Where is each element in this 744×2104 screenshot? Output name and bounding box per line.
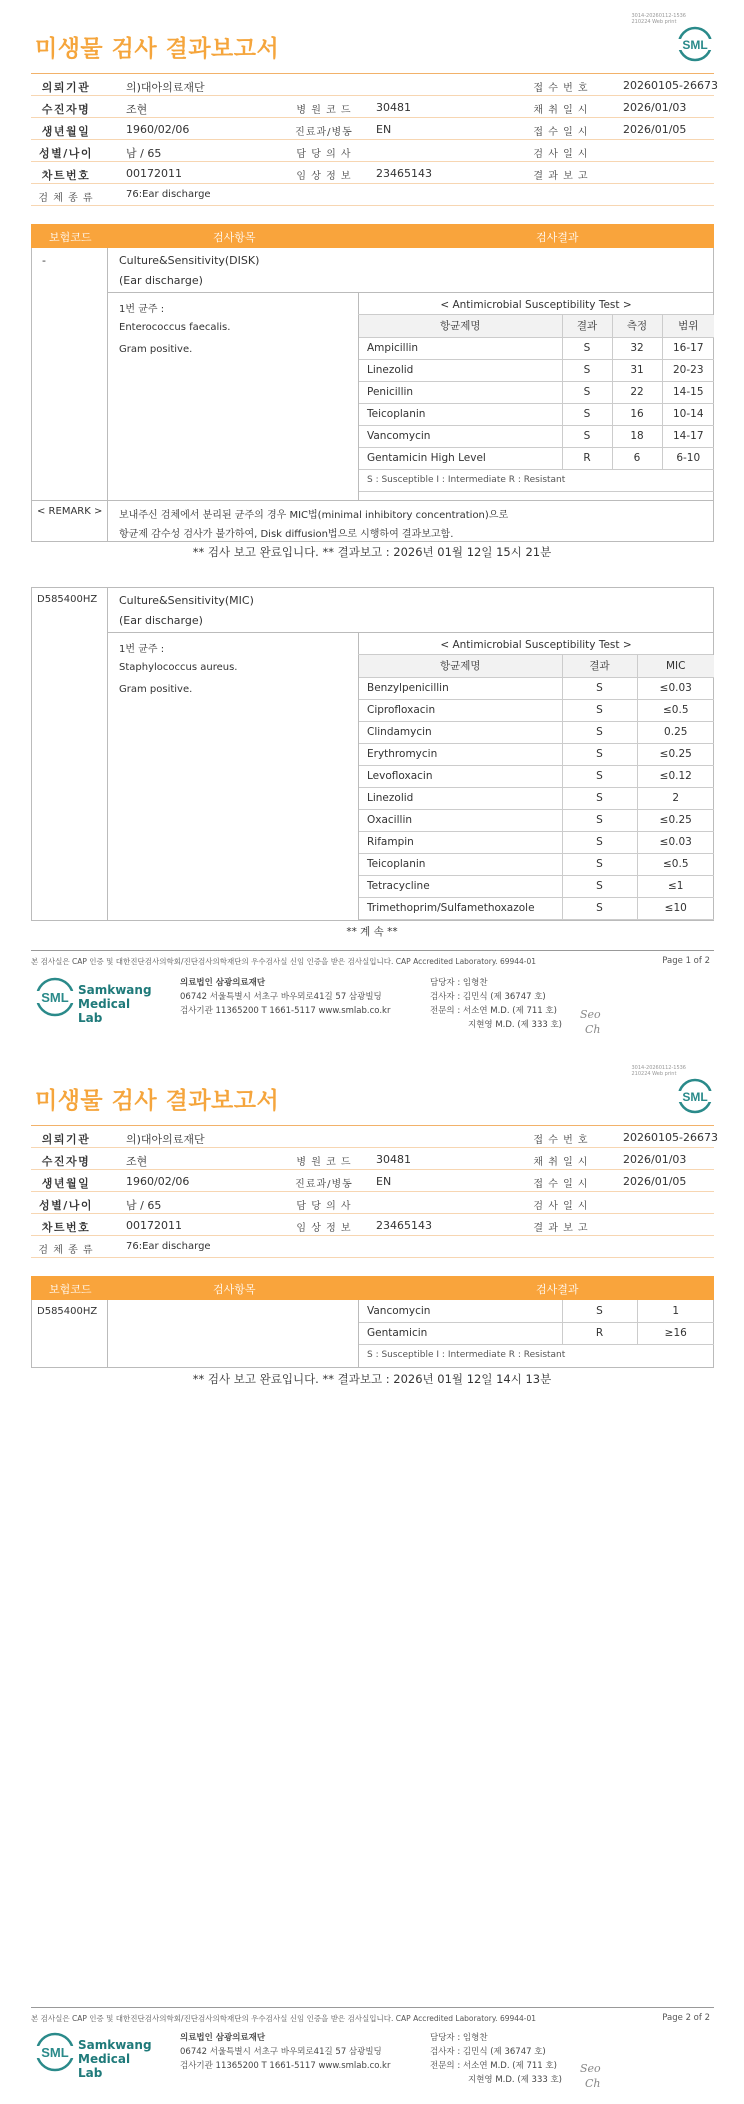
table-row (359, 787, 714, 809)
col-result: 결과 (562, 315, 612, 337)
table-row (359, 337, 714, 359)
samkwang-logo (35, 975, 155, 1025)
cell-mic: ≤0.5 (637, 699, 714, 721)
cell-agent: Gentamicin High Level (359, 447, 562, 469)
value-institution: 의)대아의료재단 (126, 1133, 205, 1146)
label-specimen: 검 체 종 류 (38, 1245, 94, 1256)
label-receipt-no: 접 수 번 호 (533, 83, 589, 94)
value-manager: 임형찬 (462, 2033, 488, 2043)
cell-agent: Vancomycin (359, 425, 562, 447)
label-collect-date: 채 취 일 시 (533, 1157, 589, 1168)
divider (107, 292, 713, 293)
p2-completion-note: ** 검사 보고 완료입니다. ** 결과보고 : 2026년 01월 12일 14시 13분 (192, 1372, 552, 1386)
p2-ast-table (359, 1300, 714, 1366)
print-stamp (631, 13, 686, 25)
cell-result: S (562, 381, 612, 403)
cell-result: S (562, 875, 637, 897)
value-receipt-no: 20260105-26673 (623, 79, 718, 92)
label-receipt-date: 접 수 일 시 (533, 1179, 589, 1190)
cell-mic: ≥16 (637, 1322, 714, 1344)
mic-result-block (31, 587, 714, 921)
cell-measure: 18 (612, 425, 662, 447)
print-stamp (631, 1065, 686, 1077)
mic-ast-table (359, 655, 714, 920)
value-chart: 00172011 (126, 1219, 182, 1232)
col-agent: 항균제명 (359, 655, 562, 677)
p2-legend: S : Susceptible I : Intermediate R : Resistant (367, 1350, 566, 1361)
divider (107, 1300, 108, 1367)
cell-result: S (562, 809, 637, 831)
cell-agent: Erythromycin (359, 743, 562, 765)
cell-mic: ≤1 (637, 875, 714, 897)
value-hospital-code: 30481 (376, 1153, 411, 1166)
stamp-line-2: 210224 Web print (631, 1071, 677, 1077)
disk-ast-table (359, 315, 714, 492)
label-receipt-no: 접 수 번 호 (533, 1135, 589, 1146)
value-hospital-code: 30481 (376, 101, 411, 114)
page-title: 미생물 검사 결과보고서 (35, 36, 280, 62)
disk-organism: Enterococcus faecalis. (119, 322, 231, 333)
value-tester: 김민식 (제 36747 호) (462, 2047, 546, 2057)
label-doctor: 담 당 의 사 (296, 149, 352, 160)
cell-agent: Linezolid (359, 787, 562, 809)
value-sex-age: 남 / 65 (126, 1199, 162, 1212)
cell-agent: Penicillin (359, 381, 562, 403)
logo-text: SML (682, 38, 708, 52)
label-specimen: 검 체 종 류 (38, 193, 94, 204)
cell-mic: 1 (637, 1300, 714, 1322)
table-row (359, 381, 714, 403)
col-result: 결과 (562, 655, 637, 677)
cell-agent: Trimethoprim/Sulfamethoxazole (359, 897, 562, 919)
mic-isolate-label: 1번 균주 : (119, 644, 165, 655)
table-row (359, 359, 714, 381)
cell-agent: Clindamycin (359, 721, 562, 743)
value-specimen: 76:Ear discharge (126, 1241, 211, 1252)
sml-mark-icon (35, 2030, 79, 2074)
footer-divider (31, 950, 714, 951)
cell-result: R (562, 1322, 637, 1344)
sml-logo-icon (676, 1077, 714, 1115)
label-hospital-code: 병 원 코 드 (296, 1157, 352, 1168)
label-specialist: 전문의 : (430, 1006, 461, 1016)
stamp-line-1: 3014-20260112-1536 (631, 13, 686, 19)
table-row (359, 853, 714, 875)
table-row (359, 743, 714, 765)
value-tester: 김민식 (제 36747 호) (462, 992, 546, 1002)
continued-note: ** 계 속 ** (346, 926, 398, 938)
table-row (359, 677, 714, 699)
brand-line-1: Samkwang (78, 2038, 152, 2052)
cell-agent: Oxacillin (359, 809, 562, 831)
value-specialist-1: 서소연 M.D. (제 711 호) (462, 1006, 557, 1016)
footer-staff (430, 2031, 562, 2087)
table-row (359, 1322, 714, 1344)
cell-mic: 2 (637, 787, 714, 809)
patient-info-table (31, 73, 718, 206)
cell-result: S (562, 403, 612, 425)
brand-line-2: Medical Lab (78, 997, 131, 1025)
info-row (31, 1214, 714, 1236)
cell-agent: Teicoplanin (359, 853, 562, 875)
footer-note: 본 검사실은 CAP 인증 및 대한진단검사의학회/진단검사의학재단의 우수검사실 신임 인증을 받은 검사실입니다. CAP Accredited Laboratory. 69944-01 (31, 2014, 537, 2023)
mic-gram: Gram positive. (119, 684, 193, 695)
table-row (359, 403, 714, 425)
disk-isolate-label: 1번 균주 : (119, 304, 165, 315)
header-code: 보험코드 (49, 1283, 92, 1296)
label-receipt-date: 접 수 일 시 (533, 127, 589, 138)
info-row (31, 1170, 714, 1192)
cell-agent: Linezolid (359, 359, 562, 381)
cell-mic: ≤0.03 (637, 831, 714, 853)
disk-ast-title: < Antimicrobial Susceptibility Test > (440, 299, 632, 311)
label-patient: 수진자명 (41, 1155, 91, 1168)
info-row (31, 184, 714, 206)
results-header-band (31, 224, 714, 248)
cell-agent: Teicoplanin (359, 403, 562, 425)
signature-2: Ch (585, 2077, 601, 2090)
cell-measure: 31 (612, 359, 662, 381)
org-name: 의료법인 삼광의료재단 (180, 2033, 266, 2043)
label-institution: 의뢰기관 (41, 1133, 91, 1146)
label-hospital-code: 병 원 코 드 (296, 105, 352, 116)
table-row (359, 897, 714, 919)
stamp-line-2: 210224 Web print (631, 19, 677, 25)
cell-result: S (562, 853, 637, 875)
table-header-row (359, 655, 714, 677)
label-manager: 담당자 : (430, 2033, 461, 2043)
table-row (359, 809, 714, 831)
value-receipt-date: 2026/01/05 (623, 1175, 687, 1188)
label-clinical: 임 상 정 보 (296, 171, 352, 182)
label-tester: 검사자 : (430, 2047, 461, 2057)
divider (107, 588, 108, 920)
cell-result: S (562, 721, 637, 743)
value-specimen: 76:Ear discharge (126, 189, 211, 200)
logo-text: SML (682, 1090, 708, 1104)
cell-mic: ≤0.12 (637, 765, 714, 787)
value-patient: 조현 (126, 1155, 148, 1168)
value-specialist-2: 지현영 M.D. (제 333 호) (468, 1020, 563, 1030)
info-row (31, 118, 714, 140)
disk-gram: Gram positive. (119, 344, 193, 355)
label-birth: 생년월일 (41, 1177, 91, 1190)
divider (32, 500, 713, 501)
header-code: 보험코드 (49, 231, 92, 244)
sml-logo-icon (676, 25, 714, 63)
page-title: 미생물 검사 결과보고서 (35, 1088, 280, 1114)
mic-ast-title: < Antimicrobial Susceptibility Test > (440, 639, 632, 651)
cell-agent: Ampicillin (359, 337, 562, 359)
table-row (359, 831, 714, 853)
label-sex-age: 성별/나이 (38, 147, 94, 160)
table-row (359, 765, 714, 787)
footer-staff (430, 976, 562, 1032)
cell-agent: Vancomycin (359, 1300, 562, 1322)
cell-mic: ≤0.25 (637, 809, 714, 831)
cell-result: S (562, 337, 612, 359)
col-range: 범위 (662, 315, 714, 337)
label-dept: 진료과/병동 (295, 127, 353, 138)
label-chart: 차트번호 (41, 1221, 91, 1234)
col-measure: 측정 (612, 315, 662, 337)
mic-organism: Staphylococcus aureus. (119, 662, 238, 673)
label-institution: 의뢰기관 (41, 81, 91, 94)
info-row (31, 1192, 714, 1214)
table-row (359, 699, 714, 721)
brand-name (78, 2038, 155, 2080)
logo-text: SML (41, 2045, 69, 2060)
col-agent: 항균제명 (359, 315, 562, 337)
label-result-report: 결 과 보 고 (533, 171, 589, 182)
cell-mic: ≤0.5 (637, 853, 714, 875)
legend-row (359, 469, 714, 491)
brand-line-1: Samkwang (78, 983, 152, 997)
mic-code: D585400HZ (37, 594, 98, 605)
cell-range: 16-17 (662, 337, 714, 359)
header-result: 검사결과 (536, 231, 579, 244)
info-row (31, 140, 714, 162)
label-specialist: 전문의 : (430, 2061, 461, 2071)
cell-result: S (562, 699, 637, 721)
cell-result: S (562, 677, 637, 699)
footer-note: 본 검사실은 CAP 인증 및 대한진단검사의학회/진단검사의학재단의 우수검사실 신임 인증을 받은 검사실입니다. CAP Accredited Laboratory. 69944-01 (31, 957, 537, 966)
info-row (31, 74, 718, 96)
header-result: 검사결과 (536, 1283, 579, 1296)
value-receipt-date: 2026/01/05 (623, 123, 687, 136)
org-agency: 검사기관 11365200 T 1661-5117 www.smlab.co.kr (180, 1006, 391, 1016)
label-birth: 생년월일 (41, 125, 91, 138)
cell-result: S (562, 765, 637, 787)
value-specialist-1: 서소연 M.D. (제 711 호) (462, 2061, 557, 2071)
value-birth: 1960/02/06 (126, 123, 190, 136)
org-address: 06742 서울특별시 서초구 바우뫼로41길 57 삼광빌딩 (180, 2047, 382, 2057)
info-row (31, 96, 714, 118)
info-row (31, 1126, 718, 1148)
cell-agent: Tetracycline (359, 875, 562, 897)
value-dept: EN (376, 123, 392, 136)
stamp-line-1: 3014-20260112-1536 (631, 1065, 686, 1071)
signature-1: Seo (580, 2062, 601, 2075)
cell-range: 6-10 (662, 447, 714, 469)
cell-agent: Benzylpenicillin (359, 677, 562, 699)
cell-agent: Ciprofloxacin (359, 699, 562, 721)
label-clinical: 임 상 정 보 (296, 1223, 352, 1234)
footer-divider (31, 2007, 714, 2008)
cell-result: S (562, 897, 637, 919)
label-tester: 검사자 : (430, 992, 461, 1002)
cell-mic: ≤0.03 (637, 677, 714, 699)
divider (107, 632, 713, 633)
table-row (359, 721, 714, 743)
page-number: Page 2 of 2 (662, 2013, 710, 2023)
sml-mark-icon (35, 975, 79, 1019)
cell-measure: 22 (612, 381, 662, 403)
value-patient: 조현 (126, 103, 148, 116)
cell-result: S (562, 425, 612, 447)
table-row (359, 447, 714, 469)
cell-result: S (562, 743, 637, 765)
info-row (31, 1148, 714, 1170)
table-header-row (359, 315, 714, 337)
mic-test-name: Culture&Sensitivity(MIC) (119, 594, 254, 607)
label-sex-age: 성별/나이 (38, 1199, 94, 1212)
cell-measure: 32 (612, 337, 662, 359)
report-page-2 (0, 1052, 744, 2104)
cell-mic: ≤0.25 (637, 743, 714, 765)
value-birth: 1960/02/06 (126, 1175, 190, 1188)
cell-result: S (562, 787, 637, 809)
header-item: 검사항목 (213, 231, 256, 244)
info-row (31, 1236, 714, 1258)
value-specialist-2: 지현영 M.D. (제 333 호) (468, 2075, 563, 2085)
disk-test-specimen: (Ear discharge) (119, 274, 203, 287)
results-header-band (31, 1276, 714, 1300)
header-item: 검사항목 (213, 1283, 256, 1296)
label-dept: 진료과/병동 (295, 1179, 353, 1190)
signature-1: Seo (580, 1008, 601, 1021)
cell-agent: Levofloxacin (359, 765, 562, 787)
mic-continued-block (31, 1300, 714, 1368)
signature-2: Ch (585, 1023, 601, 1036)
value-clinical: 23465143 (376, 1219, 432, 1232)
cell-result: S (562, 831, 637, 853)
cell-result: R (562, 447, 612, 469)
disk-test-name: Culture&Sensitivity(DISK) (119, 254, 260, 267)
brand-name (78, 983, 155, 1025)
samkwang-logo (35, 2030, 155, 2080)
value-manager: 임형찬 (462, 978, 488, 988)
table-row (359, 425, 714, 447)
cell-agent: Gentamicin (359, 1322, 562, 1344)
disk-legend: S : Susceptible I : Intermediate R : Resistant (359, 469, 714, 491)
org-agency: 검사기관 11365200 T 1661-5117 www.smlab.co.kr (180, 2061, 391, 2071)
patient-info-table (31, 1125, 718, 1258)
cell-measure: 6 (612, 447, 662, 469)
value-sex-age: 남 / 65 (126, 147, 162, 160)
p2-code: D585400HZ (37, 1306, 98, 1317)
label-result-report: 결 과 보 고 (533, 1223, 589, 1234)
cell-mic: 0.25 (637, 721, 714, 743)
value-receipt-no: 20260105-26673 (623, 1131, 718, 1144)
label-test-date: 검 사 일 시 (533, 149, 589, 160)
disk-result-block (31, 248, 714, 542)
label-chart: 차트번호 (41, 169, 91, 182)
org-address: 06742 서울특별시 서초구 바우뫼로41길 57 삼광빌딩 (180, 992, 382, 1002)
footer-org-info (180, 976, 390, 1018)
label-collect-date: 채 취 일 시 (533, 105, 589, 116)
cell-measure: 16 (612, 403, 662, 425)
label-doctor: 담 당 의 사 (296, 1201, 352, 1212)
page-number: Page 1 of 2 (662, 956, 710, 966)
logo-text: SML (41, 990, 69, 1005)
mic-test-specimen: (Ear discharge) (119, 614, 203, 627)
legend-row (359, 1344, 714, 1366)
value-chart: 00172011 (126, 167, 182, 180)
cell-agent: Rifampin (359, 831, 562, 853)
col-mic: MIC (637, 655, 714, 677)
footer-org-info (180, 2031, 390, 2073)
label-manager: 담당자 : (430, 978, 461, 988)
disk-code: - (42, 254, 46, 267)
remark-line-2: 항균제 감수성 검사가 불가하여, Disk diffusion법으로 시행하여 결과보고함. (119, 529, 454, 540)
brand-line-2: Medical Lab (78, 2052, 131, 2080)
label-test-date: 검 사 일 시 (533, 1201, 589, 1212)
value-institution: 의)대아의료재단 (126, 81, 205, 94)
value-collect-date: 2026/01/03 (623, 1153, 687, 1166)
cell-range: 14-17 (662, 425, 714, 447)
remark-label: < REMARK > (37, 506, 103, 517)
label-patient: 수진자명 (41, 103, 91, 116)
cell-result: S (562, 359, 612, 381)
org-name: 의료법인 삼광의료재단 (180, 978, 266, 988)
table-row (359, 1300, 714, 1322)
remark-line-1: 보내주신 검체에서 분리된 균주의 경우 MIC법(minimal inhibitory concentration)으로 (119, 510, 509, 521)
cell-range: 10-14 (662, 403, 714, 425)
cell-result: S (562, 1300, 637, 1322)
disk-completion-note: ** 검사 보고 완료입니다. ** 결과보고 : 2026년 01월 12일 15시 21분 (192, 545, 552, 559)
value-clinical: 23465143 (376, 167, 432, 180)
cell-mic: ≤10 (637, 897, 714, 919)
value-collect-date: 2026/01/03 (623, 101, 687, 114)
table-row (359, 875, 714, 897)
report-page-1 (0, 0, 744, 1036)
cell-range: 14-15 (662, 381, 714, 403)
info-row (31, 162, 714, 184)
cell-range: 20-23 (662, 359, 714, 381)
value-dept: EN (376, 1175, 392, 1188)
